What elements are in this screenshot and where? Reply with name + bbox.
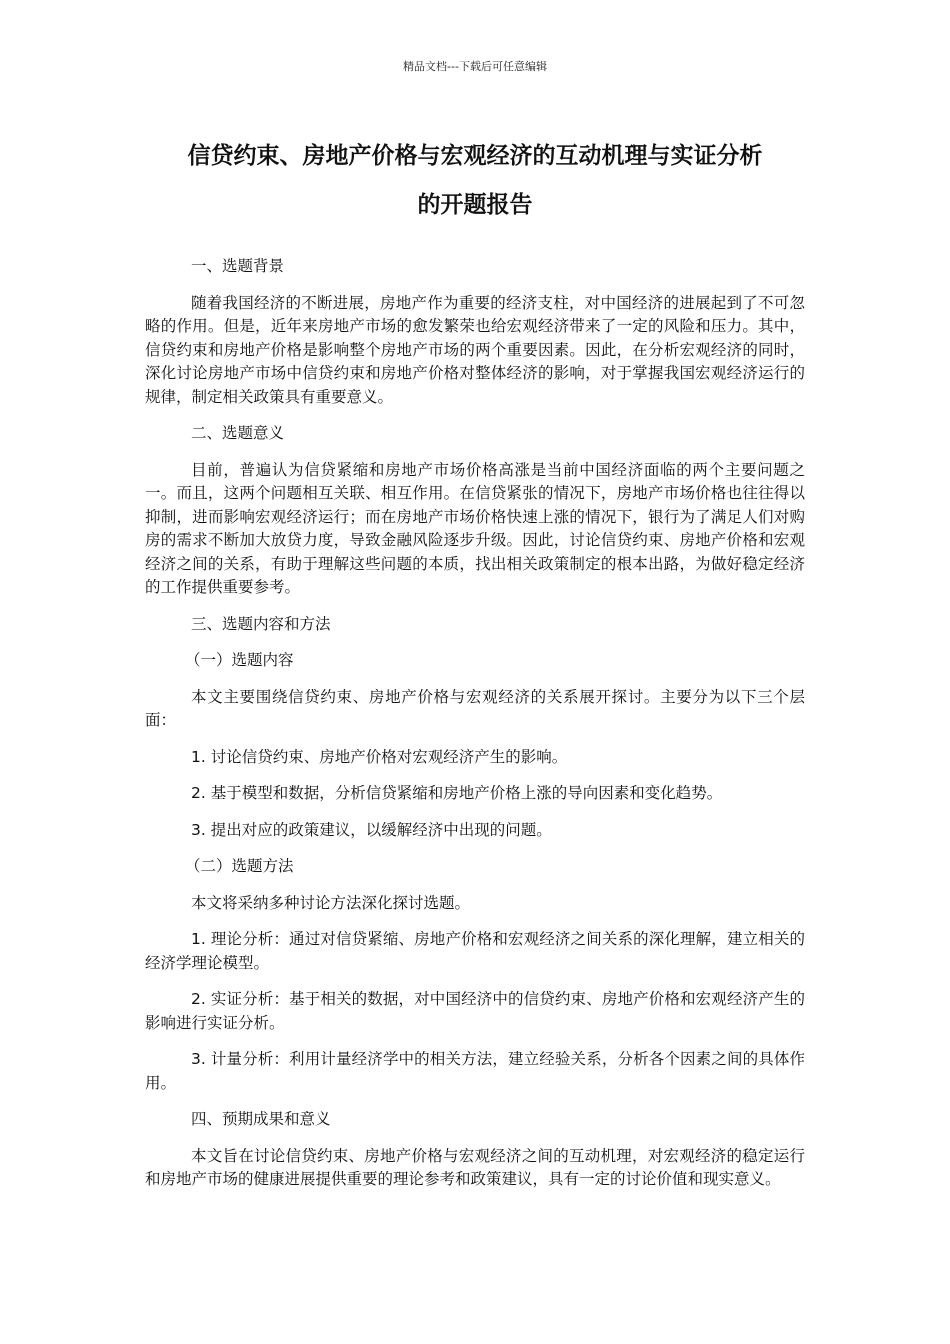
section-heading-content-method: 三、选题内容和方法 [191,614,331,633]
method-item-3: 3. 计量分析：利用计量经济学中的相关方法，建立经验关系，分析各个因素之间的具体作用。 [145,1050,805,1092]
outcomes-paragraph: 本文旨在讨论信贷约束、房地产价格与宏观经济之间的互动机理，对宏观经济的稳定运行和房地产市场的健康进展提供重要的理论参考和政策建议，具有一定的讨论价值和现实意义。 [145,1146,805,1188]
subheading-method: （二）选题方法 [185,857,294,875]
title-line-2: 的开题报告 [417,192,533,218]
method-item-1: 1. 理论分析：通过对信贷紧缩、房地产价格和宏观经济之间关系的深化理解，建立相关的经济学理论模型。 [145,930,805,972]
section-heading-background: 一、选题背景 [191,257,285,275]
content-item-3: 3. 提出对应的政策建议，以缓解经济中出现的问题。 [191,820,552,839]
content-item-1: 1. 讨论信贷约束、房地产价格对宏观经济产生的影响。 [191,747,568,766]
section-heading-outcomes: 四、预期成果和意义 [191,1110,331,1128]
content-paragraph: 本文主要围绕信贷约束、房地产价格与宏观经济的关系展开探讨。主要分为以下三个层面： [145,687,805,729]
method-paragraph: 本文将采纳多种讨论方法深化探讨选题。 [191,893,471,912]
title-line-1: 信贷约束、房地产价格与宏观经济的互动机理与实证分析 [187,143,763,169]
section-heading-significance: 二、选题意义 [191,424,285,442]
significance-paragraph: 目前，普遍认为信贷紧缩和房地产市场价格高涨是当前中国经济面临的两个主要问题之一。而且，这两个问题相互关联、相互作用。在信贷紧张的情况下，房地产市场价格也往往得以抑制，进而影响宏观经济运行；而在房地产市场价格快速上涨的情况下，银行为了满足人们对购房的需求不断加大放贷力度，导致金融风险逐步升级。因此，讨论信贷约束、房地产价格和宏观经济之间的关系，有助于理解这些问题的本质，找出相关政策制定的根本出路，为做好稳定经济的工作提供重要参考。 [145,460,805,596]
content-item-2: 2. 基于模型和数据，分析信贷紧缩和房地产价格上涨的导向因素和变化趋势。 [191,784,723,802]
background-paragraph: 随着我国经济的不断进展，房地产作为重要的经济支柱，对中国经济的进展起到了不可忽略的作用。但是，近年来房地产市场的愈发繁荣也给宏观经济带来了一定的风险和压力。其中，信贷约束和房地产价格是影响整个房地产市场的两个重要因素。因此，在分析宏观经济的同时，深化讨论房地产市场中信贷约束和房地产价格对整体经济的影响，对于掌握我国宏观经济运行的规律，制定相关政策具有重要意义。 [145,293,805,406]
subheading-content: （一）选题内容 [185,651,294,669]
document-title [145,132,805,230]
document-body [145,255,805,1205]
header-note: 精品文档---下载后可任意编辑 [403,60,547,73]
method-item-2: 2. 实证分析：基于相关的数据，对中国经济中的信贷约束、房地产价格和宏观经济产生的影响进行实证分析。 [145,990,805,1032]
